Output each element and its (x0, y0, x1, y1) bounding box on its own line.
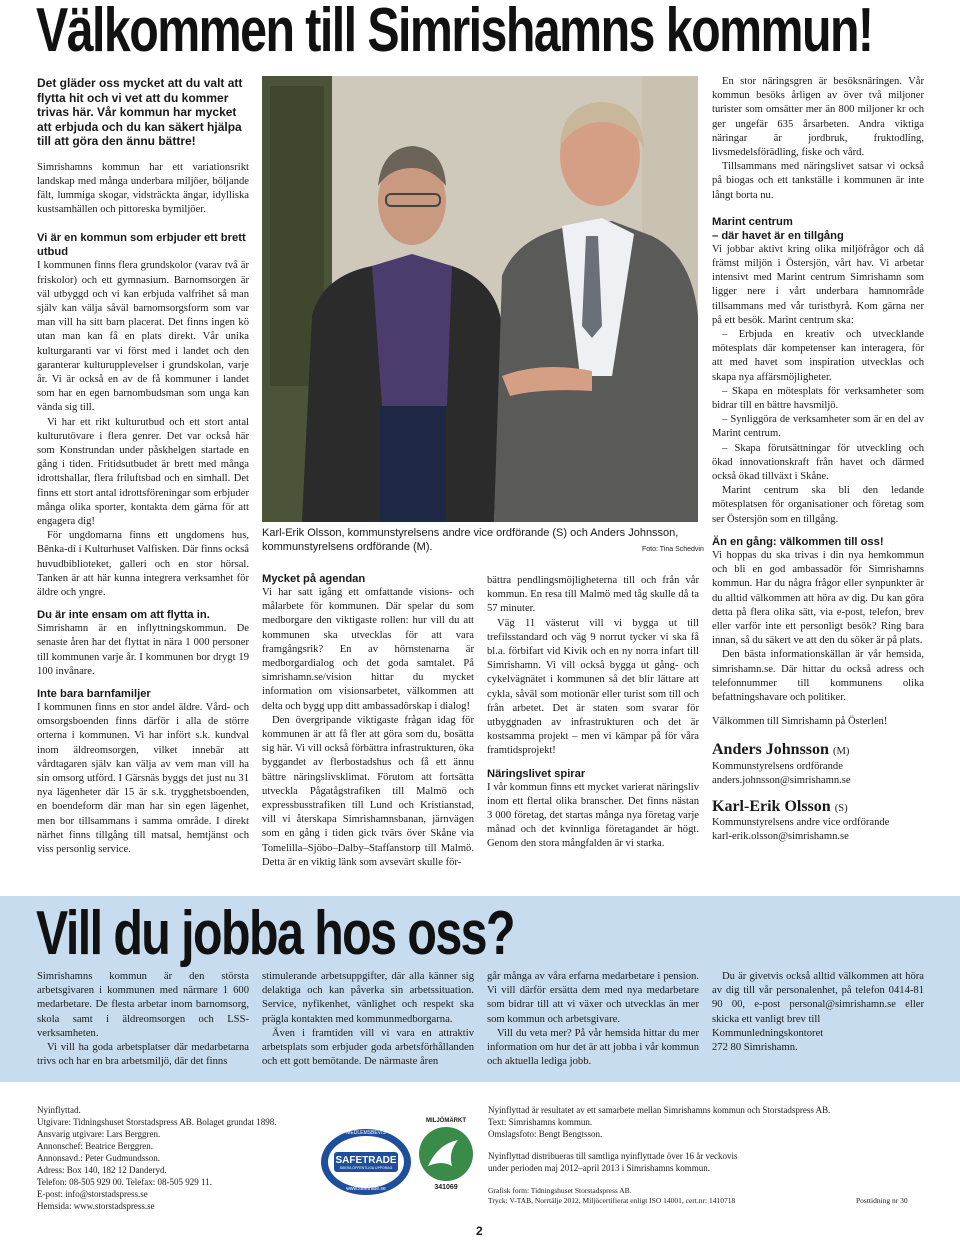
swan-ecolabel (418, 1118, 474, 1196)
badge-bottom-text: www.safetrade.se (346, 1186, 386, 1192)
photo-caption: Karl-Erik Olsson, kommunstyrelsens andre vice ordförande (S) och Anders Johnsson, kommunstyrelsens ordförande (M). (262, 527, 679, 553)
bullet-item: – Synliggöra de verksamheter som är en del av Marint centrum. (712, 414, 924, 440)
signer-party: (M) (832, 746, 850, 758)
badge-main-text: SAFETRADE (335, 1155, 397, 1166)
section-heading-agenda: Mycket på agendan (262, 573, 366, 585)
section-heading-utbud: Vi är en kommun som erbjuder ett brett utbud (37, 232, 246, 259)
section-heading-marint: Marint centrum (712, 215, 793, 228)
ecolabel-code: 341069 (434, 1184, 458, 1191)
badge-top-text: MEDLEMSBEVIS (346, 1130, 386, 1136)
section-heading-naringsliv: Näringslivet spirar (487, 767, 586, 780)
signer-name: Anders Johnsson (712, 741, 829, 759)
section-body-valkommen: Vi hoppas du ska trivas i din nya hemkommun och bli en god ambassadör för Simrishamns kommun. Har du några frågor eller synpunkter är du alltid välkommen att höra av dig. Du kan göra detta på flera olika sätt, via e-post, telefon, brev eller varför inte ett personligt besök? Ring bara innan, så du säkert ve att den du söker är på plats. Den bästa informationskällan är vår hemsida, simrishamn.se. Där hittar du också adress och telefonnummer till kommunens olika befattningshavare och politiker. Välkommen till Simrishamn på Österlen! (712, 549, 924, 729)
jobs-column-3: går många av våra erfarna medarbetare i pension. Vi vill därför ersätta dem med nya medarbetare som bidrar till att vi växer och utvecklas än mer som kommun och arbetsgivare. Vill du veta mer? På vår hemsida hittar du mer information om hur det är att jobba i vår kommun och aktuella lediga jobb. (487, 971, 699, 1068)
badge-sub-text: SÄKRA OFFENTLIGA UPPDRAG (339, 1166, 393, 1170)
intro-paragraph: Simrishamns kommun har ett variationsrikt landskap med många underbara miljöer, böljande fält, lummiga skogar, vidsträckta ängar, idylliska kustsamhällen och pittoreska bymiljöer. (37, 161, 249, 216)
section-subheading-marint: – där havet är en tillgång (712, 229, 844, 242)
colophon-print: Grafisk form: Tidningshuset Storstadspress AB. Tryck: V-TAB, Norrtälje 2012, Miljöcertifierat enligt ISO 14001, cert.nr: 1410718 (488, 1186, 736, 1205)
signer-role: Kommunstyrelsens andre vice ordförande (712, 817, 890, 829)
section-body-besoksnaring: En stor näringsgren är besöksnäringen. Vår kommun besöks årligen av över två miljoner turister som omsätter mer än 800 miljoner kr och ger ungefär 635 årsarbeten. Andra viktiga näringar är jordbruk, fruktodling, livsmedelsförädling, fiske och vård. Tillsammans med näringslivet satsar vi också på biogas och ett tankställe i kommunen är inte långt borta nu. (712, 76, 924, 201)
postal-number: Posttidning nr 30 (856, 1196, 908, 1205)
photo-illustration (262, 76, 698, 522)
colophon-left: Nyinflyttad. Utgivare: Tidningshuset Storstadspress AB. Bolaget grundat 1898. Ansvarig utgivare: Lars Berggren. Annonschef: Beatrice Berggren. Annonsavd.: Peter Gudmundsson. Adress: Box 140, 182 12 Danderyd. Telefon: 08-505 929 00. Telefax: 08-505 929 11. E-post: info@storstadspress.se Hemsida: www.storstadspress.se (37, 1105, 277, 1211)
signature-1 (712, 741, 924, 788)
column-2 (262, 572, 474, 870)
section-body-barnfamiljer: I kommunen finns en stor andel äldre. Vård- och omsorgsboenden finns därför i alla de större orterna i kommunen. Vi har infört s.k. kundval inom äldreomsorgen, vilket innebär att vårdtagaren själv kan välja av vem man vill ha sin omsorg utförd. I Gärsnäs byggs det just nu 31 nya lägenheter där 15 är s.k. trygghetsboenden, en boendeform där man har sin egen lägenhet, men bor tillsammans i samma område. I direkt närhet finns tillgång till matsal, hemtjänst och viss personlig service. (37, 702, 249, 856)
signature-2 (712, 798, 924, 845)
section-heading-ensam: Du är inte ensam om att flytta in. (37, 609, 210, 622)
section-heading-barnfamiljer: Inte bara barnfamiljer (37, 688, 151, 700)
jobs-column-4: Du är givetvis också alltid välkommen att höra av dig till vår personalenhet, på telefon 0414-81 90 00, e-post personal@simrishamn.se eller skicka ett vanligt brev till Kommunledningskontoret 272 80 Simrishamn. (712, 971, 924, 1054)
signer-role: Kommunstyrelsens ordförande (712, 760, 843, 772)
section-heading-valkommen: Än en gång: välkommen till oss! (712, 535, 884, 548)
column-1 (37, 76, 249, 857)
section-body-marint: Vi jobbar aktivt kring olika miljöfrågor och då främst miljön i Östersjön, vårt hav. Vi arbetar intensivt med Marint centrum Simrishamn som ligger nere i vårt underbara hamnområde tillsammans med vår turistbyrå. Kom gärna ner på ett besök. Marint centrum ska: – Erbjuda en kreativ och utvecklande mötesplats där kompetenser kan interagera, för att med havet som inspiration utvecklas och skapa nya affärsmöjligheter. – Skapa en mötesplats för verksamheter som bidrar till en bättre havsmiljö. – Synliggöra de verksamheter som är en del av Marint centrum. – Skapa förutsättningar för utveckling och ökad innovationskraft från havet och därmed också ökad tillväxt i Skåne. Marint centrum ska bli den ledande mötesplatsen för organisationer och företag som ser Östersjön som en tillgång. (712, 243, 924, 525)
section-body-infrastruktur: bättra pendlingsmöjligheterna till och från vår kommun. En resa till Malmö med tåg skulle då ta 57 minuter. Väg 11 västerut vill vi bygga ut till trefilsstandard och väg 9 norrut tycker vi ska få bl.a. förbifart vid Kivik och en ny norra infart till Simrishamn. Vi vill också bygga ut gång- och cykelvägnätet i kommunen så det blir lättare att cykla, såväl som motionär eller turist som till och från arbetet. Det är staten som svarar för utbyggnaden av infrastrukturen och det är kostsamma projekt – men vi kämpar på för våra framtidsprojekt! (487, 575, 699, 757)
section-body-utbud: I kommunen finns flera grundskolor (varav två är friskolor) och ett gymnasium. Barnomsorgen är väl utbyggd och vi kan erbjuda valfrihet så man själv kan välja såväl barnomsorgsform som var man vill ha sitt barn placerat. Det finns ingen kö utan man kan få en plats direkt. Vår unika kulturgaranti var vi först med i landet och den garanterar kulturupplevelser i grundskolan, varje år. Vi är också en av de få kommuner i landet som har en egen barnombudsman som unga kan vända sig till. Vi har ett rikt kulturutbud och ett stort antal kulturutövare i flera genrer. Det var också här som Konstrundan under påskhelgen startade en gång i tiden. Fritidsutbudet är brett med många idrottshallar, flera friluftsbad och en simhall. Det finns ett stort antal idrottsföreningar som erbjuder många olika sporter, kontakta dem gärna för att engagera dig! För ungdomarna finns ett ungdomens hus, Bênka-dí i Kulturhuset Valfisken. Där finns också huvudbiblioteket, galleri och en stor hörsal. Tanken är att här kunna integrera verksamhet för äldre och yngre. (37, 260, 249, 598)
section-body-agenda: Vi har satt igång ett omfattande visions- och målarbete för kommunen. Där spelar du som medborgare den viktigaste rollen: hur vill du att kommunen ska utvecklas för att vara framgångsrik? En av hörnstenarna är medborgardialog och det goda samtalet. På simrishamn.se/vision hittar du mycket information om visionsarbetet, välkommen att delta och bygg upp ditt ambassadörskap i dialog! Den övergripande viktigaste frågan idag för kommunen är att få fler att göra som du, bosätta sig här. Vi vill också förbättra infrastrukturen, öka byggandet av flerbostadshus och få ett ännu bättre näringslivsklimat. Förutom att fortsätta utveckla Pågatågstrafiken till Malmö och expressbusstrafiken till Lund och Kristianstad, vill vi återskapa Simrishamnsbanan, järnvägen som en gång i tiden gick tvärs över Skåne via Tomelilla–Sjöbo–Dalby–Staffanstorp till Malmö. Detta är en viktig länk som avsevärt skulle för- (262, 587, 474, 868)
section-body-ensam: Simrishamn är en inflyttningskommun. De senaste åren har det flyttat in nära 1 000 personer till kommunen varje år. I kommunen bor drygt 19 100 invånare. (37, 623, 249, 677)
intro-lede: Det gläder oss mycket att du valt att flytta hit och vi vet att du kommer trivas här. Vår kommun har mycket att erbjuda och du kan säkert hjälpa till att göra den ännu bättre! (37, 76, 243, 148)
bullet-item: – Skapa förutsättningar för utveckling och ökad innovationskraft från havet och därmed också ökad tillväxt i Skåne. (712, 442, 924, 483)
page-number: 2 (476, 1224, 483, 1238)
signer-email: anders.johnsson@simrishamn.se (712, 774, 851, 786)
signer-party: (S) (834, 802, 848, 814)
photo-credit: Foto: Tina Schedvin (642, 546, 704, 553)
closing-line: Välkommen till Simrishamn på Österlen! (712, 716, 888, 728)
swan-logo (418, 1126, 474, 1182)
jobs-column-1: Simrishamns kommun är den största arbetsgivaren i kommunen med närmare 1 600 medarbetare. De flesta arbetar inom barnomsorg, skola samt i äldreomsorgen och LSS-verksamheten. Vi vill ha goda arbetsplatser där medarbetarna trivs och har en bra arbetsmiljö, där det finns (37, 971, 249, 1068)
jobs-column-2: stimulerande arbetsuppgifter, där alla känner sig delaktiga och kan påverka sin arbetssituation. Service, nyfikenhet, vänlighet och respekt ska prägla kontakten med kommunmedborgarna. Även i framtiden vill vi vara en attraktiv arbetsplats som erbjuder goda arbetsförhållanden och ett gott bemötande. De närmaste åren (262, 971, 474, 1068)
jobs-headline: Vill du jobba hos oss? (36, 899, 514, 968)
column-4 (712, 75, 924, 845)
safetrade-badge (320, 1128, 412, 1196)
main-headline: Välkommen till Simrishamns kommun! (36, 0, 873, 65)
portrait-photo (262, 76, 698, 522)
signer-name: Karl-Erik Olsson (712, 797, 831, 815)
section-body-naringsliv: I vår kommun finns ett mycket varierat näringsliv inom ett flertal olika branscher. Det finns nästan 3 000 företag, det startas många nya företag varje månad och det kvinnliga företagandet är högt. Genom den stora mångfalden är vi starka. (487, 781, 699, 850)
column-3 (487, 574, 699, 852)
bullet-item: – Erbjuda en kreativ och utvecklande mötesplats där kompetenser kan interagera, för att med havet som inspiration utvecklas och skapa nya affärsmöjligheter. (712, 329, 924, 383)
signer-email: karl-erik.olsson@simrishamn.se (712, 831, 849, 843)
bullet-item: – Skapa en mötesplats för verksamheter som bidrar till en bättre havsmiljö. (712, 385, 924, 412)
colophon-right: Nyinflyttad är resultatet av ett samarbete mellan Simrishamns kommun och Storstadspress AB. Text: Simrishamns kommun. Omslagsfoto: Bengt Bengtsson. Nyinflyttad distribueras till samtliga nyinflyttade över 16 år veckovis under perioden maj 2012–april 2013 i Simrishamns kommun. (488, 1105, 831, 1173)
jobs-section (0, 896, 960, 1082)
ecolabel-top-text: MILJÖMÄRKT (426, 1118, 466, 1124)
